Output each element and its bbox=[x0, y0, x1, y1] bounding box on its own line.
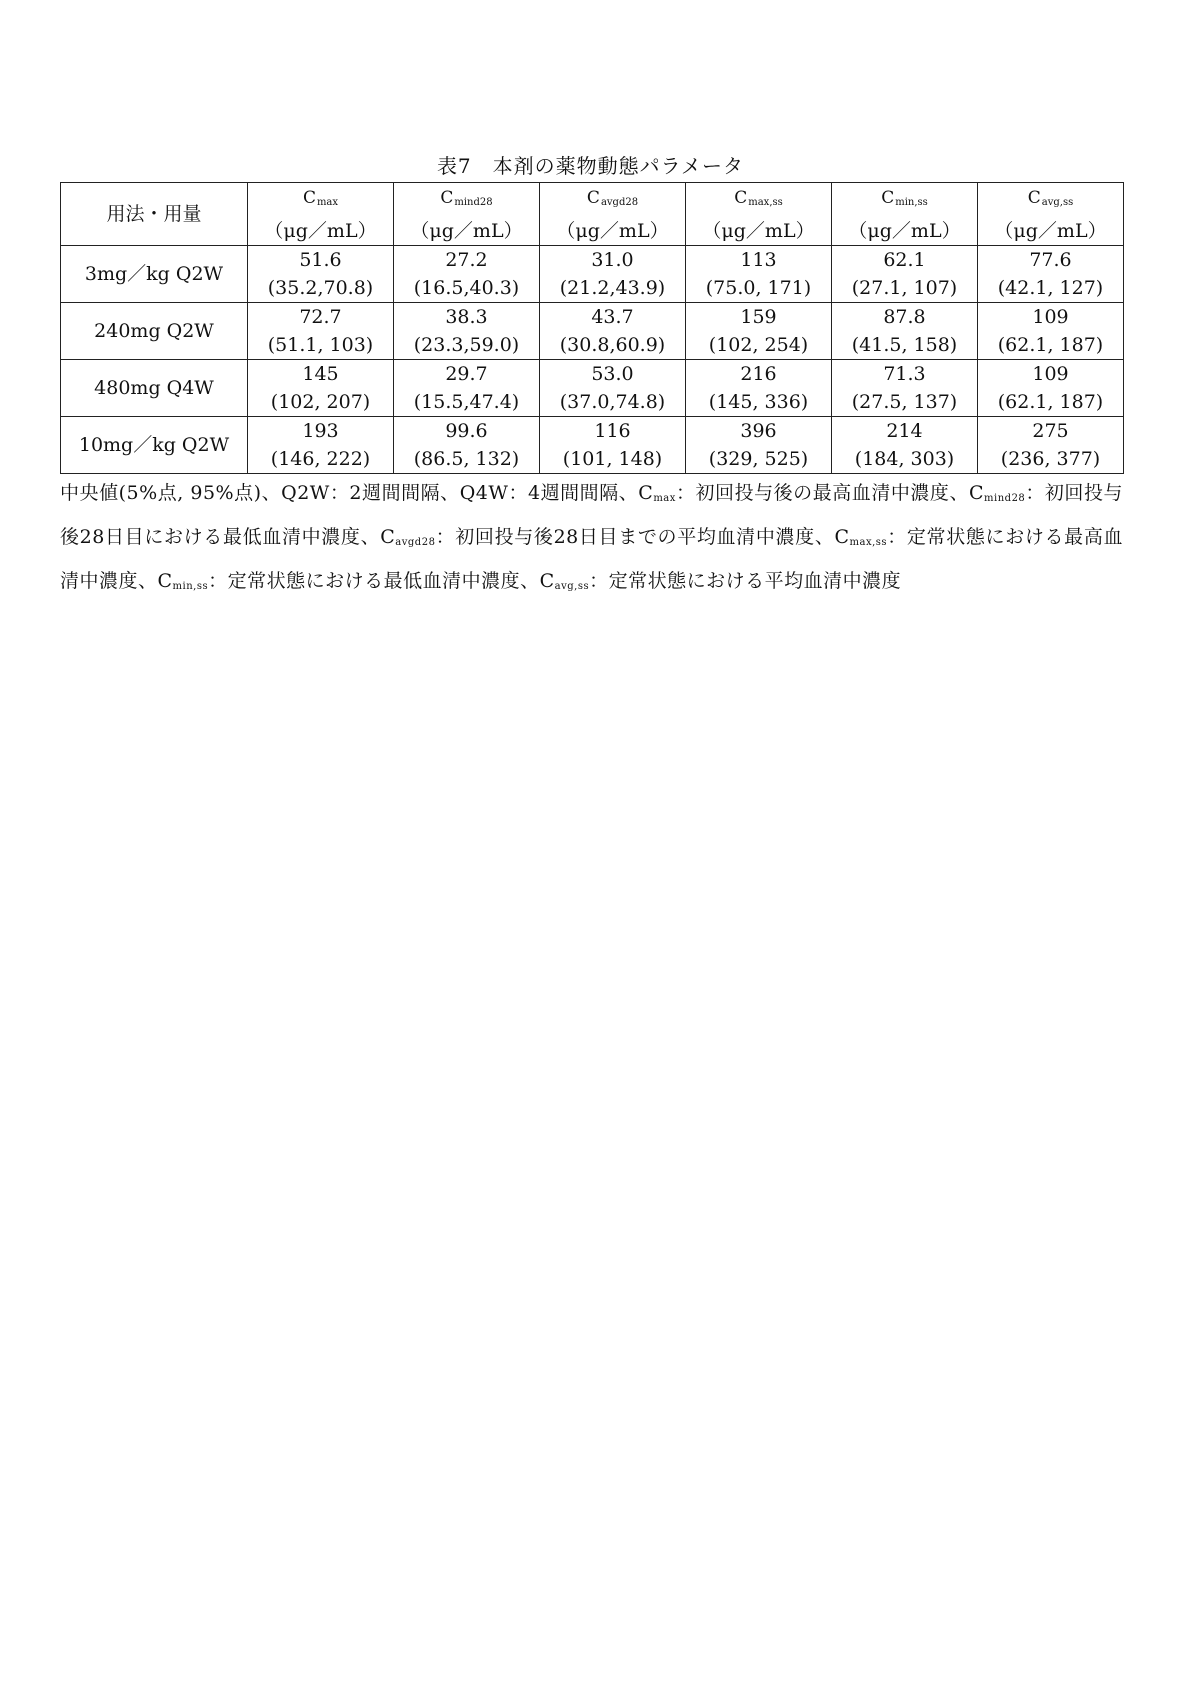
table-row bbox=[61, 246, 1124, 303]
footnote-subscript: avgd28 bbox=[395, 537, 436, 548]
footnote-subscript: avg,ss bbox=[554, 581, 590, 592]
table-caption: 表7 本剤の薬物動態パラメータ bbox=[436, 154, 745, 178]
value-cell: 109 (62.1, 187) bbox=[978, 360, 1124, 417]
value-cell: 29.7 (15.5,47.4) bbox=[394, 360, 540, 417]
value-cell: 216 (145, 336) bbox=[686, 360, 832, 417]
regimen-cell: 480mg Q4W bbox=[61, 360, 248, 417]
regimen-cell: 10mg／kg Q2W bbox=[61, 417, 248, 474]
table-row bbox=[61, 417, 1124, 474]
value-cell: 38.3 (23.3,59.0) bbox=[394, 303, 540, 360]
footnote-text: ：定常状態における最低血清中濃度、C bbox=[208, 570, 555, 592]
footnote-text: ：初回投与後28日目における最低血清中濃度、C bbox=[60, 482, 1123, 548]
value-cell: 51.6 (35.2,70.8) bbox=[248, 246, 394, 303]
value-cell: 159 (102, 254) bbox=[686, 303, 832, 360]
value-cell: 53.0 (37.0,74.8) bbox=[540, 360, 686, 417]
value-cell: 71.3 (27.5, 137) bbox=[832, 360, 978, 417]
value-cell: 396 (329, 525) bbox=[686, 417, 832, 474]
value-cell: 113 (75.0, 171) bbox=[686, 246, 832, 303]
header-regimen: 用法・用量 bbox=[61, 183, 248, 246]
value-cell: 62.1 (27.1, 107) bbox=[832, 246, 978, 303]
value-cell: 145 (102, 207) bbox=[248, 360, 394, 417]
header-cmax: $C_{max}$ （μg／mL） bbox=[248, 183, 394, 246]
value-cell: 72.7 (51.1, 103) bbox=[248, 303, 394, 360]
footnote-text: ：定常状態における平均血清中濃度 bbox=[589, 570, 902, 592]
pk-parameter-table bbox=[60, 182, 1124, 474]
table-row bbox=[61, 303, 1124, 360]
footnote-subscript: mind28 bbox=[984, 493, 1026, 504]
regimen-cell: 3mg／kg Q2W bbox=[61, 246, 248, 303]
value-cell: 99.6 (86.5, 132) bbox=[394, 417, 540, 474]
table-header-row bbox=[61, 183, 1124, 246]
value-cell: 116 (101, 148) bbox=[540, 417, 686, 474]
header-cavg-ss: $C_{avg,ss}$ （μg／mL） bbox=[978, 183, 1124, 246]
value-cell: 275 (236, 377) bbox=[978, 417, 1124, 474]
header-cmax-ss: $C_{max,ss}$ （μg／mL） bbox=[686, 183, 832, 246]
value-cell: 109 (62.1, 187) bbox=[978, 303, 1124, 360]
footnote-text: ：定常状態における最高血清中濃度、C bbox=[60, 526, 1123, 592]
footnote-text: 中央値(5%点, 95%点)、Q2W：2週間間隔、Q4W：4週間間隔、C bbox=[60, 482, 654, 504]
header-cmind28: $C_{mind28}$ （μg／mL） bbox=[394, 183, 540, 246]
value-cell: 193 (146, 222) bbox=[248, 417, 394, 474]
footnote-subscript: max,ss bbox=[849, 537, 888, 548]
footnote-subscript: min,ss bbox=[172, 581, 209, 592]
value-cell: 77.6 (42.1, 127) bbox=[978, 246, 1124, 303]
header-cmin-ss: $C_{min,ss}$ （μg／mL） bbox=[832, 183, 978, 246]
value-cell: 43.7 (30.8,60.9) bbox=[540, 303, 686, 360]
table-row bbox=[61, 360, 1124, 417]
footnote-text: ：初回投与後28日目までの平均血清中濃度、C bbox=[435, 526, 850, 548]
value-cell: 214 (184, 303) bbox=[832, 417, 978, 474]
footnote-text: ：初回投与後の最高血清中濃度、C bbox=[675, 482, 985, 504]
value-cell: 27.2 (16.5,40.3) bbox=[394, 246, 540, 303]
value-cell: 31.0 (21.2,43.9) bbox=[540, 246, 686, 303]
value-cell: 87.8 (41.5, 158) bbox=[832, 303, 978, 360]
regimen-cell: 240mg Q2W bbox=[61, 303, 248, 360]
footnote-subscript: max bbox=[653, 493, 676, 504]
header-cavgd28: $C_{avgd28}$ （μg／mL） bbox=[540, 183, 686, 246]
table-footnote bbox=[60, 474, 1123, 606]
